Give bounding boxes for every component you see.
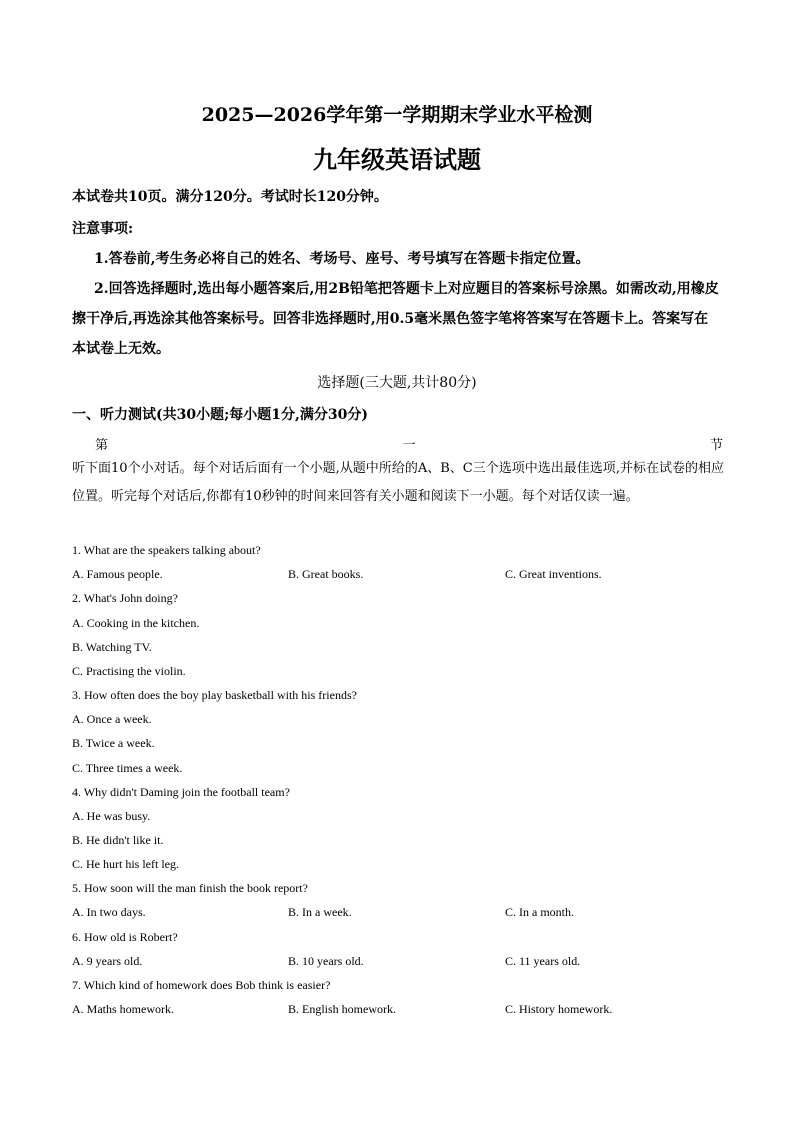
- sub-section-label: [95, 434, 723, 453]
- question-7: 7. Which kind of homework does Bob think is easier?: [72, 978, 331, 992]
- notice-heading: 注意事项:: [72, 221, 134, 237]
- sub-label-3: 节: [709, 438, 723, 453]
- question-2: 2. What's John doing?: [72, 591, 178, 605]
- q4-option-a: A. He was busy.: [72, 809, 151, 823]
- note-2: 2.回答选择题时,选出每小题答案后,用2B铅笔把答题卡上对应题目的答案标号涂黑。如需改动,用橡皮擦干净后,再选涂其他答案标号。回答非选择题时,用0.5毫米黑色签字笔将答案写在答题卡上。答案写在本试卷上无效。: [72, 281, 719, 357]
- question-4: 4. Why didn't Daming join the football team?: [72, 785, 290, 799]
- part-heading: 选择题(三大题,共计80分): [317, 375, 477, 391]
- q5-option-c: C. In a month.: [505, 905, 574, 919]
- q2-option-c: C. Practising the violin.: [72, 664, 186, 678]
- q7-option-b: B. English homework.: [288, 1002, 396, 1016]
- question-3: 3. How often does the boy play basketball with his friends?: [72, 688, 357, 702]
- q5-option-a: A. In two days.: [72, 905, 146, 919]
- q6-option-c: C. 11 years old.: [505, 954, 581, 968]
- question-5: 5. How soon will the man finish the book report?: [72, 881, 308, 895]
- q4-option-c: C. He hurt his left leg.: [72, 857, 179, 871]
- note-1: 1.答卷前,考生务必将自己的姓名、考场号、座号、考号填写在答题卡指定位置。: [94, 251, 590, 267]
- q3-option-a: A. Once a week.: [72, 712, 152, 726]
- listening-heading: 一、听力测试(共30小题;每小题1分,满分30分): [72, 407, 368, 423]
- q3-option-b: B. Twice a week.: [72, 736, 155, 750]
- exam-summary: 本试卷共10页。满分120分。考试时长120分钟。: [72, 189, 388, 205]
- q1-option-c: C. Great inventions.: [505, 567, 602, 581]
- q4-option-b: B. He didn't like it.: [72, 833, 164, 847]
- sub-label-1: 第: [95, 438, 109, 453]
- q7-option-a: A. Maths homework.: [72, 1002, 174, 1016]
- q2-option-b: B. Watching TV.: [72, 640, 152, 654]
- listening-instructions: 听下面10个小对话。每个对话后面有一个小题,从题中所给的A、B、C三个选项中选出最佳选项,并标在试卷的相应位置。听完每个对话后,你都有10秒钟的时间来回答有关小题和阅读下一小题。每个对话仅读一遍。: [72, 461, 724, 504]
- q7-option-c: C. History homework.: [505, 1002, 613, 1016]
- q3-option-c: C. Three times a week.: [72, 761, 183, 775]
- sub-label-2: 一: [402, 438, 416, 453]
- q2-option-a: A. Cooking in the kitchen.: [72, 616, 200, 630]
- question-6: 6. How old is Robert?: [72, 930, 178, 944]
- exam-title: 2025—2026学年第一学期期末学业水平检测: [201, 104, 593, 126]
- q6-option-b: B. 10 years old.: [288, 954, 364, 968]
- question-1: 1. What are the speakers talking about?: [72, 543, 261, 557]
- exam-subtitle: 九年级英语试题: [313, 145, 481, 174]
- q5-option-b: B. In a week.: [288, 905, 352, 919]
- q1-option-a: A. Famous people.: [72, 567, 163, 581]
- q6-option-a: A. 9 years old.: [72, 954, 143, 968]
- q1-option-b: B. Great books.: [288, 567, 364, 581]
